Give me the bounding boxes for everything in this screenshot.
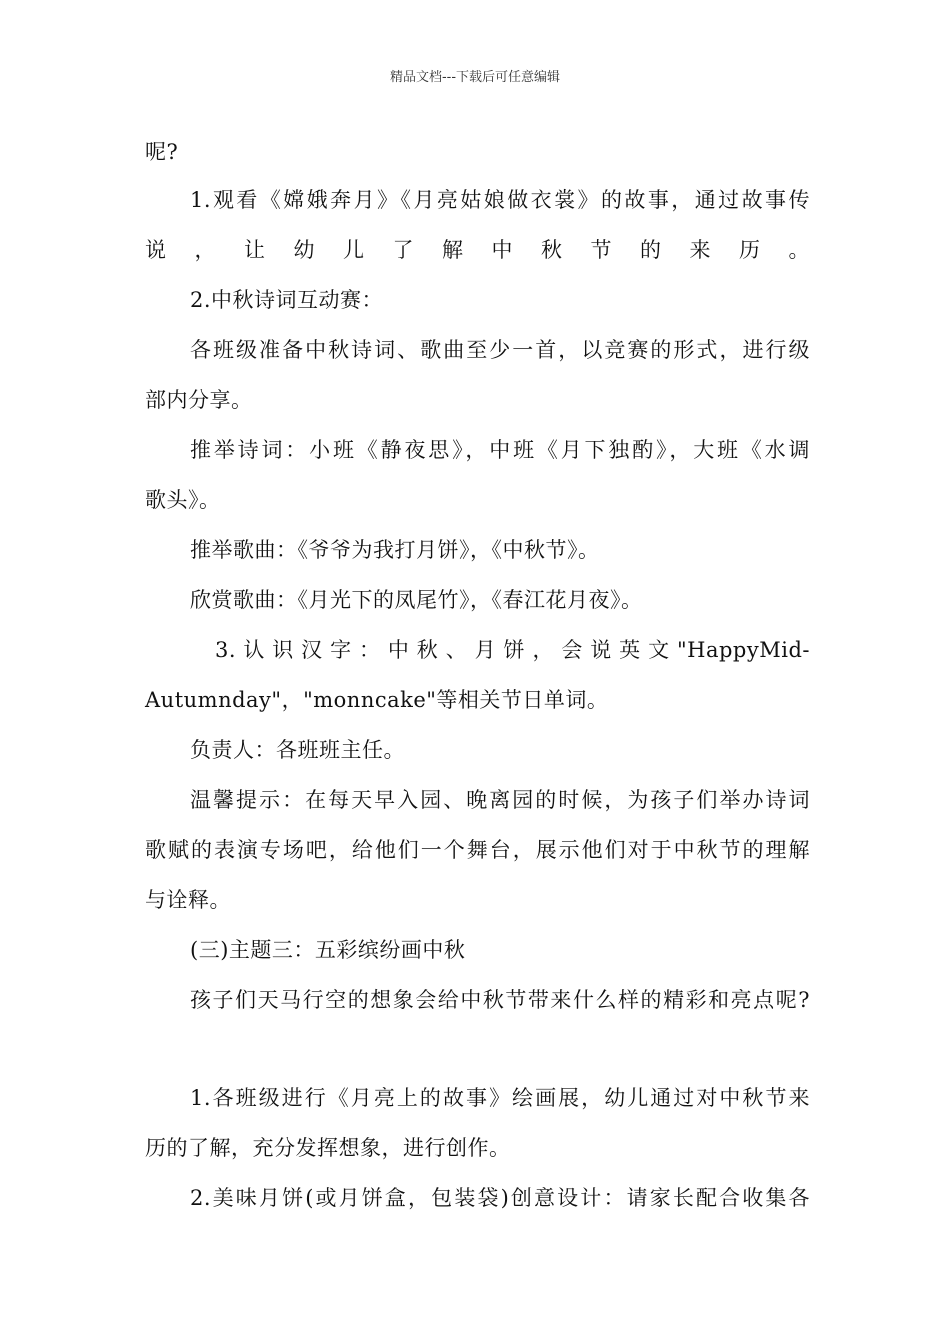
text-line: 歌赋的表演专场吧，给他们一个舞台，展示他们对于中秋节的理解 [145, 838, 810, 862]
text-line: 负责人：各班班主任。 [190, 738, 405, 762]
text-line: 说，让幼儿了解中秋节的来历。 [145, 238, 810, 262]
text-line: Autumnday"，"monncake"等相关节日单词。 [145, 688, 609, 712]
text-line: 歌头》。 [145, 488, 221, 512]
text-line: 1.观看《嫦娥奔月》《月亮姑娘做衣裳》的故事，通过故事传 [190, 188, 810, 212]
text-line: 3. 认 识 汉 字 ： 中 秋 、 月 饼 ， 会 说 英 文 "HappyMid- [215, 638, 810, 662]
text-line: 孩子们天马行空的想象会给中秋节带来什么样的精彩和亮点呢? [190, 988, 810, 1012]
text-line: 2.美味月饼(或月饼盒，包装袋)创意设计：请家长配合收集各 [190, 1186, 810, 1210]
text-line: 历的了解，充分发挥想象，进行创作。 [145, 1136, 511, 1160]
text-line: 2.中秋诗词互动赛： [190, 288, 384, 312]
text-line: 欣赏歌曲：《月光下的凤尾竹》，《春江花月夜》。 [190, 588, 643, 612]
text-line: 呢? [145, 140, 179, 164]
text-line: 推举歌曲：《爷爷为我打月饼》，《中秋节》。 [190, 538, 600, 562]
text-line: 与诠释。 [145, 888, 231, 912]
text-line: 温馨提示：在每天早入园、晚离园的时候，为孩子们举办诗词 [190, 788, 810, 812]
page-header: 精品文档---下载后可任意编辑 [389, 70, 561, 85]
text-line: 推举诗词：小班《静夜思》，中班《月下独酌》，大班《水调 [190, 438, 810, 462]
section-heading: (三)主题三：五彩缤纷画中秋 [190, 938, 466, 962]
text-line: 各班级准备中秋诗词、歌曲至少一首，以竞赛的形式，进行级 [190, 338, 810, 362]
text-line: 部内分享。 [145, 388, 253, 412]
text-line: 1.各班级进行《月亮上的故事》绘画展，幼儿通过对中秋节来 [190, 1086, 810, 1110]
